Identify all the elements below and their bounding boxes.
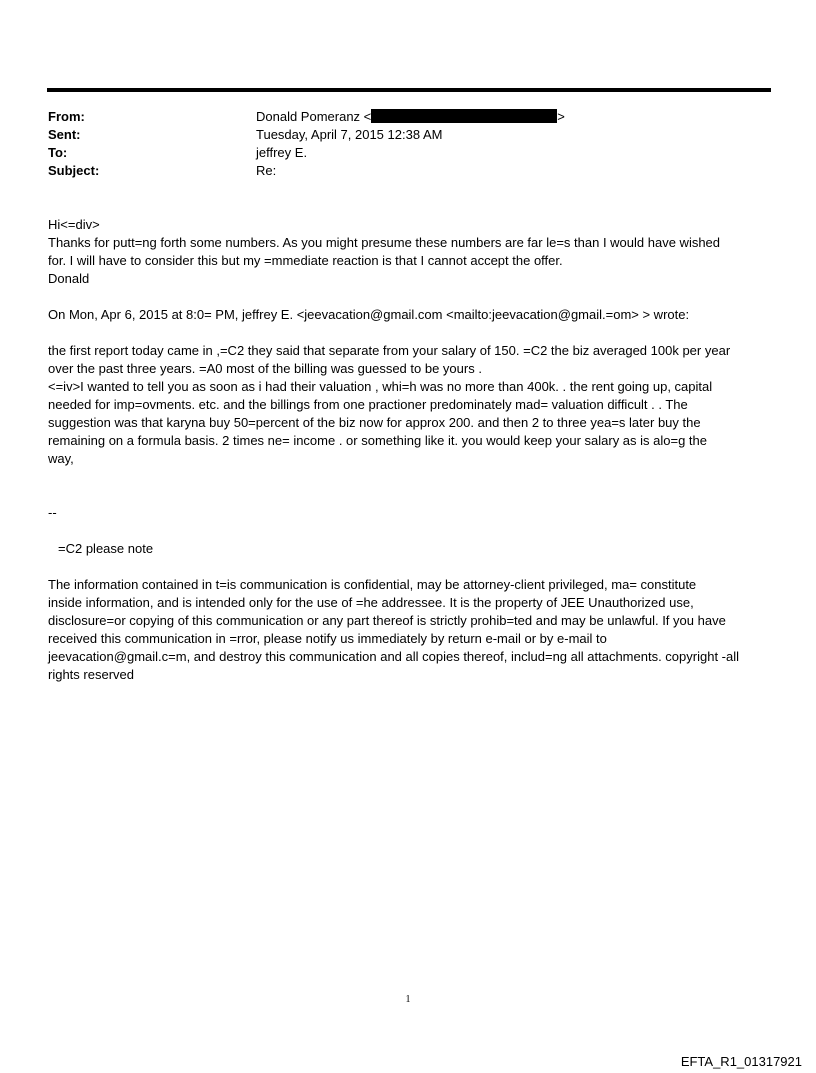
from-name: Donald Pomeranz <: [256, 109, 372, 124]
please-note: [48, 540, 770, 558]
subject-value: Re:: [256, 163, 277, 178]
from-row: [48, 108, 748, 126]
disclaimer-line: disclosure=or copying of this communication or any part thereof is strictly prohib=ted and may be unlawful. If you have: [48, 613, 726, 628]
disclaimer-line: received this communication in =rror, please notify us immediately by return e-mail or by e-mail to: [48, 631, 607, 646]
to-row: [48, 144, 748, 162]
disclaimer-line: jeevacation@gmail.c=m, and destroy this communication and all copies thereof, includ=ng all attachments. copyright -all: [48, 649, 739, 664]
sent-label: Sent:: [48, 127, 81, 142]
reply-paragraph: [48, 216, 770, 288]
greeting: Hi<=div>: [48, 217, 100, 232]
from-label: From:: [48, 109, 85, 124]
sent-value: Tuesday, April 7, 2015 12:38 AM: [256, 127, 443, 142]
subject-label: Subject:: [48, 163, 100, 178]
email-header: [48, 108, 748, 180]
page-number: 1: [405, 994, 411, 1005]
signature-separator: [48, 504, 770, 522]
disclaimer: [48, 576, 770, 684]
quoted-line: the first report today came in ,=C2 they said that separate from your salary of 150. =C2 the biz averaged 100k per year: [48, 343, 731, 358]
disclaimer-line: The information contained in t=is communication is confidential, may be attorney-client privileged, ma= constitute: [48, 577, 697, 592]
sent-row: [48, 126, 748, 144]
quote-header: [48, 306, 770, 324]
from-close: >: [557, 109, 565, 124]
email-body: [48, 216, 770, 684]
from-value: [256, 108, 565, 126]
quoted-line: needed for imp=ovments. etc. and the billings from one practioner predominately mad= valuation difficult . . The: [48, 397, 688, 412]
quoted-line: way,: [48, 451, 74, 466]
to-label: To:: [48, 145, 68, 160]
please-note-line: =C2 please note: [58, 541, 154, 556]
disclaimer-line: inside information, and is intended only for the use of =he addressee. It is the property of JEE Unauthorized use,: [48, 595, 694, 610]
quote-header-line: On Mon, Apr 6, 2015 at 8:0= PM, jeffrey E. <jeevacation@gmail.com <mailto:jeevacation@gmail.=om> > wrote:: [48, 307, 690, 322]
subject-row: [48, 162, 748, 180]
redacted-email: [371, 109, 557, 123]
quoted-line: over the past three years. =A0 most of the billing was guessed to be yours .: [48, 361, 482, 376]
header-rule: [47, 88, 771, 92]
document-id: EFTA_R1_01317921: [680, 1054, 802, 1069]
to-value: jeffrey E.: [256, 145, 308, 160]
quoted-line: <=iv>I wanted to tell you as soon as i had their valuation , whi=h was no more than 400k. . the rent going up, capital: [48, 379, 713, 394]
signature: Donald: [48, 271, 90, 286]
reply-line: Thanks for putt=ng forth some numbers. As you might presume these numbers are far le=s than I would have wished: [48, 235, 721, 250]
reply-line: for. I will have to consider this but my =mmediate reaction is that I cannot accept the offer.: [48, 253, 563, 268]
quoted-line: remaining on a formula basis. 2 times ne= income . or something like it. you would keep your salary as is alo=g the: [48, 433, 708, 448]
disclaimer-line: rights reserved: [48, 667, 134, 682]
quoted-message: [48, 342, 770, 468]
quoted-line: suggestion was that karyna buy 50=percent of the biz now for approx 200. and then 2 to three yea=s later buy the: [48, 415, 701, 430]
separator: --: [48, 505, 57, 520]
